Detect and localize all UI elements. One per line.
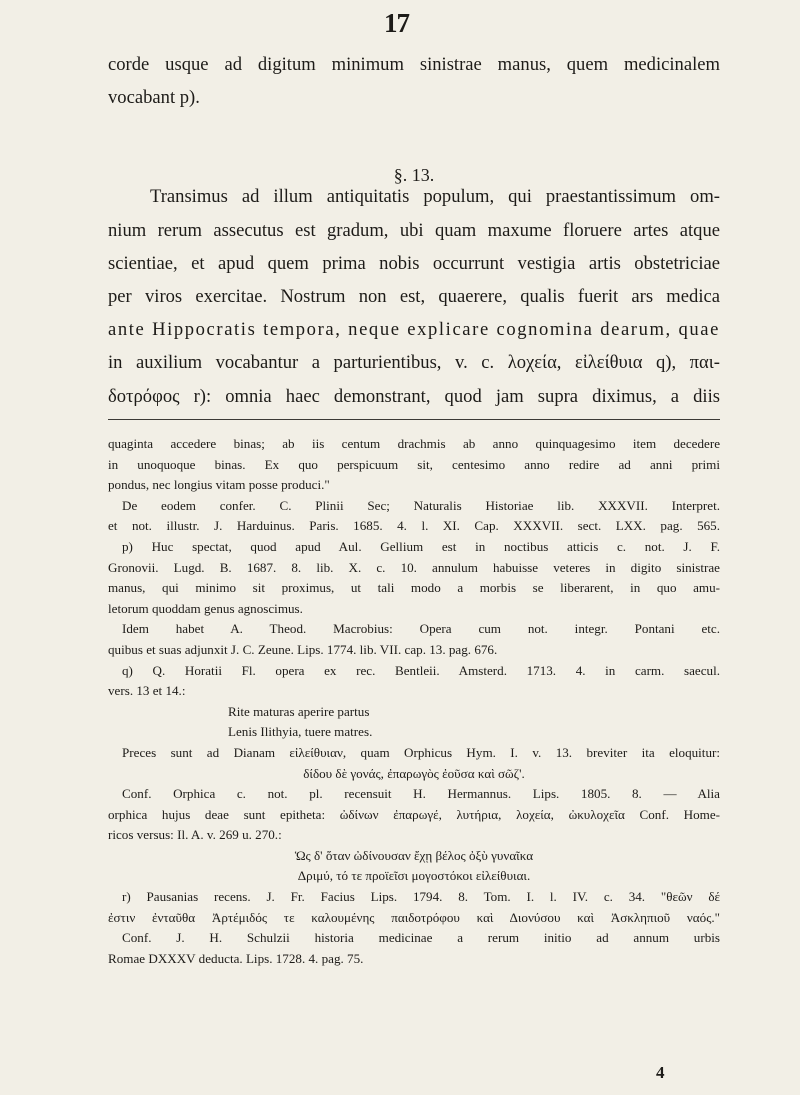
footnote-line: De eodem confer. C. Plinii Sec; Naturalis Historiae lib. XXXVII. Interpret. [122,497,720,513]
greek-verse-line: Ὡς δ' ὅταν ὠδίνουσαν ἔχῃ βέλος ὀξὺ γυναῖκα [294,847,534,863]
main-line: Transimus ad illum antiquitatis populum, qui praestantissimum om- [150,186,720,208]
footnote-line: et not. illustr. J. Harduinus. Paris. 1685. 4. l. XI. Cap. XXXVII. sect. LXX. pag. 565. [108,518,720,534]
footnote-line: manus, qui minimo sit proximus, ut tali modo a morbis se liberarent, in quo amu- [108,580,720,596]
footnote-line: pondus, nec longius vitam posse produci." [108,477,330,493]
footnote-line: ἐστιν ἐνταῦθα Ἀρτέμιδός τε καλουμένης παιδοτρόφου καὶ Διονύσου καὶ Ἀσκληπιοῦ ναός." [108,909,720,925]
footnote-line: quaginta accedere binas; ab iis centum drachmis ab anno quinquagesimo item decedere [108,436,720,451]
main-line: nium rerum assecutus est gradum, ubi quam maxume floruere artes atque [108,219,720,241]
footnote-line: in unoquoque binas. Ex quo perspicuum sit, centesimo anno redire ad anni primi [108,456,720,472]
section-heading: §. 13. [393,165,435,185]
footnote-line: vers. 13 et 14.: [108,683,186,699]
main-line: corde usque ad digitum minimum sinistrae manus, quem medicinalem [108,54,720,75]
footnote-line: Conf. J. H. Schulzii historia medicinae a rerum initio ad annum urbis [122,930,720,946]
footnote-line: Idem habet A. Theod. Macrobius: Opera cum not. integr. Pontani etc. [122,621,720,637]
footnotes [108,434,720,969]
footnote-line: Conf. Orphica c. not. pl. recensuit H. Hermannus. Lips. 1805. 8. — Alia [122,786,720,802]
main-text [108,48,720,413]
footnote-line: Gronovii. Lugd. B. 1687. 8. lib. X. c. 10. annulum habuisse veteres in digito sinistrae [108,559,720,575]
page-number: 17 [384,8,409,38]
catchword: 4 [656,1063,665,1082]
main-line: scientiae, et apud quem prima nobis occurrunt vestigia artis obstetriciae [108,252,720,274]
greek-verse-line: Δριμύ, τό τε προϊεῖσι μογοστόκοι εἰλείθυιαι. [297,868,531,884]
main-line: in auxilium vocabantur a parturientibus, v. c. λοχεία, εἰλείθυια q), παι- [108,352,720,374]
footnote-line: Preces sunt ad Dianam εἰλείθυιαν, quam Orphicus Hym. I. v. 13. breviter ita eloquitur: [122,744,720,760]
footnote-line: letorum quoddam genus agnoscimus. [108,600,303,616]
footnote-line: q) Q. Horatii Fl. opera ex rec. Bentleii. Amsterd. 1713. 4. in carm. saecul. [122,662,720,678]
verse-line: Lenis Ilithyia, tuere matres. [228,724,373,740]
footnote-line: quibus et suas adjunxit J. C. Zeune. Lips. 1774. lib. VII. cap. 13. pag. 676. [108,641,498,657]
greek-verse-line: δίδου δὲ γονάς, ἐπαρωγὸς ἐοῦσα καὶ σῶζ'. [303,765,525,781]
footnote-line: Romae DXXXV deducta. Lips. 1728. 4. pag. 75. [108,950,364,966]
main-line: per viros exercitae. Nostrum non est, quaerere, qualis fuerit ars medica [108,286,720,308]
main-line: vocabant p). [108,87,200,109]
main-line: ante Hippocratis tempora, neque explicare cognomina dearum, quae [108,319,720,341]
verse-line: Rite maturas aperire partus [228,703,370,719]
footnote-line: r) Pausanias recens. J. Fr. Facius Lips. 1794. 8. Tom. I. l. IV. c. 34. "θεῶν δέ [122,889,720,905]
main-line: δοτρόφος r): omnia haec demonstrant, quod jam supra diximus, a diis [108,385,720,407]
footnote-line: p) Huc spectat, quod apud Aul. Gellium est in noctibus atticis c. not. J. F. [122,538,720,554]
footnote-divider [108,419,720,420]
footnote-line: ricos versus: Il. A. v. 269 u. 270.: [108,827,282,843]
footnote-line: orphica hujus deae sunt epitheta: ὠδίνων ἐπαρωγέ, λυτήρια, λοχεία, ὠκυλοχεῖα Conf. Home- [108,806,720,822]
